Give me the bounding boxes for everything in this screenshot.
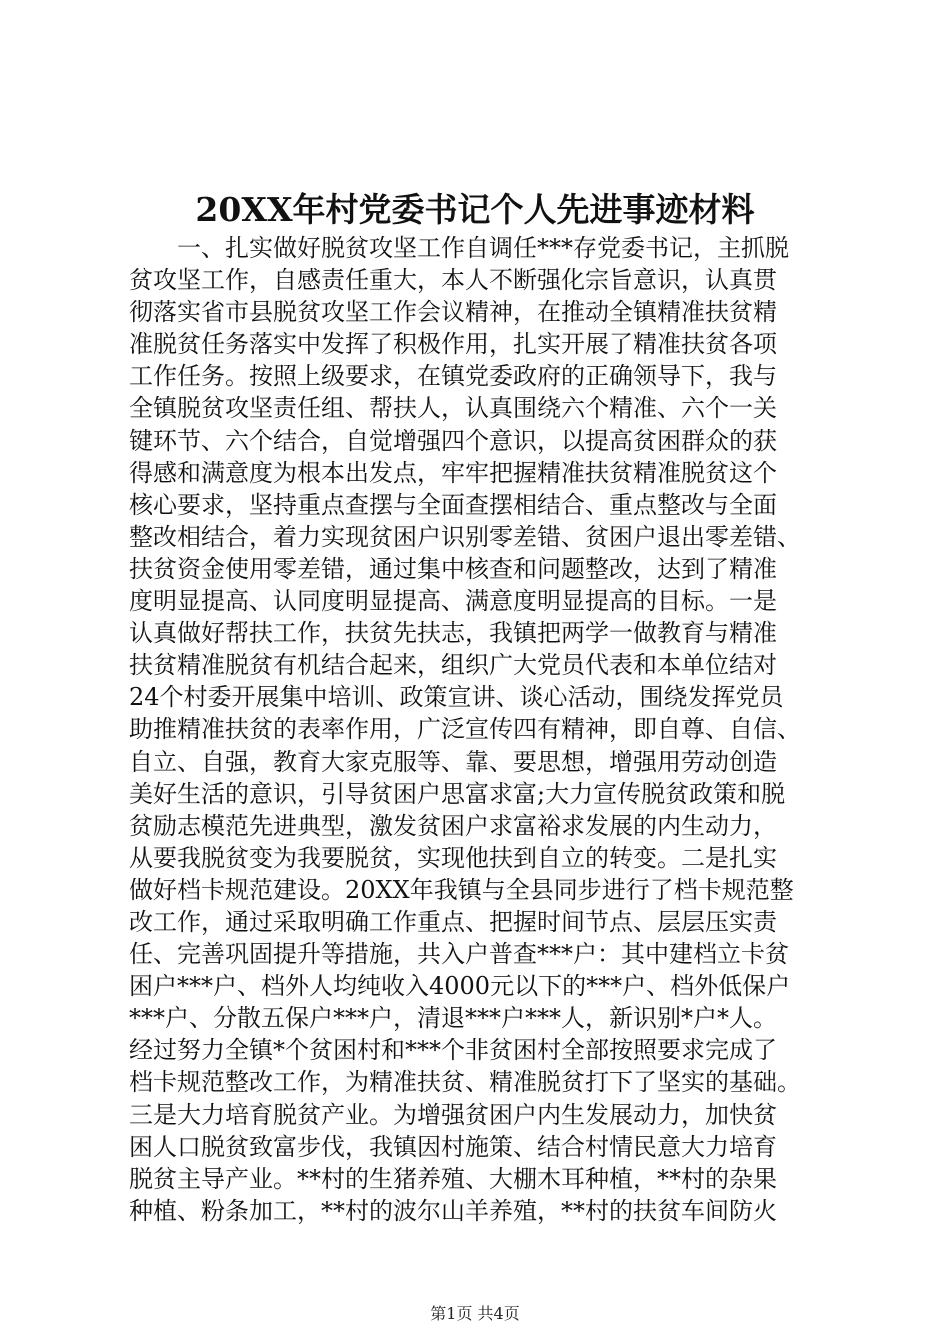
body-line: 做好档卡规范建设。20XX年我镇与全县同步进行了档卡规范整 — [129, 875, 794, 904]
body-line: 自立、自强，教育大家克服等、靠、要思想，增强用劳动创造 — [129, 747, 777, 776]
body-line: 从要我脱贫变为我要脱贫，实现他扶到自立的转变。二是扎实 — [129, 843, 777, 872]
body-line: 键环节、六个结合，自觉增强四个意识，以提高贫困群众的获 — [129, 426, 777, 455]
body-line: 美好生活的意识，引导贫困户思富求富;大力宣传脱贫政策和脱 — [129, 779, 786, 808]
body-line: 全镇脱贫攻坚责任组、帮扶人，认真围绕六个精准、六个一关 — [129, 394, 777, 423]
body-line: 彻落实省市县脱贫攻坚工作会议精神，在推动全镇精准扶贫精 — [129, 298, 777, 327]
body-line: 种植、粉条加工，**村的波尔山羊养殖，**村的扶贫车间防火 — [129, 1196, 777, 1225]
body-line: 扶贫精准脱贫有机结合起来，组织广大党员代表和本单位结对 — [129, 651, 777, 680]
body-line: 得感和满意度为根本出发点，牢牢把握精准扶贫精准脱贫这个 — [129, 458, 777, 487]
body-line: 助推精准扶贫的表率作用，广泛宣传四有精神，即自尊、自信、 — [129, 715, 801, 744]
body-line: 扶贫资金使用零差错，通过集中核查和问题整改，达到了精准 — [129, 554, 777, 583]
body-line: 工作任务。按照上级要求，在镇党委政府的正确领导下，我与 — [129, 362, 777, 391]
body-line: 认真做好帮扶工作，扶贫先扶志，我镇把两学一做教育与精准 — [129, 619, 777, 648]
body-line: 整改相结合，着力实现贫困户识别零差错、贫困户退出零差错、 — [129, 522, 801, 551]
body-line: 困户***户、档外人均纯收入4000元以下的***户、档外低保户 — [129, 972, 791, 1001]
body-line: 困人口脱贫致富步伐，我镇因村施策、结合村情民意大力培育 — [129, 1132, 777, 1161]
body-line: 任、完善巩固提升等措施，共入户普查***户：其中建档立卡贫 — [129, 940, 789, 969]
body-line: 准脱贫任务落实中发挥了积极作用，扎实开展了精准扶贫各项 — [129, 330, 777, 359]
document-title: 20XX年村党委书记个人先进事迹材料 — [195, 190, 755, 229]
body-line: 一、扎实做好脱贫攻坚工作自调任***存党委书记，主抓脱 — [177, 234, 789, 262]
page-footer: 第1页 共4页 — [430, 1304, 520, 1323]
body-line: 经过努力全镇*个贫困村和***个非贫困村全部按照要求完成了 — [129, 1036, 777, 1065]
body-line: 脱贫主导产业。**村的生猪养殖、大棚木耳种植，**村的杂果 — [129, 1164, 777, 1193]
body-line: 贫攻坚工作，自感责任重大，本人不断强化宗旨意识，认真贯 — [129, 266, 777, 295]
body-line: 度明显提高、认同度明显提高、满意度明显提高的目标。一是 — [129, 587, 777, 616]
body-line: 改工作，通过采取明确工作重点、把握时间节点、层层压实责 — [129, 907, 777, 936]
body-line: 24个村委开展集中培训、政策宣讲、谈心活动，围绕发挥党员 — [129, 683, 784, 712]
body-line: ***户、分散五保户***户，清退***户***人，新识别*户*人。 — [129, 1004, 777, 1033]
body-line: 贫励志模范先进典型，激发贫困户求富裕求发展的内生动力， — [129, 811, 777, 840]
body-line: 三是大力培育脱贫产业。为增强贫困户内生发展动力，加快贫 — [129, 1100, 777, 1129]
document-body — [129, 232, 829, 1227]
body-line: 档卡规范整改工作，为精准扶贫、精准脱贫打下了坚实的基础。 — [129, 1068, 801, 1097]
body-line: 核心要求，坚持重点查摆与全面查摆相结合、重点整改与全面 — [129, 490, 777, 519]
